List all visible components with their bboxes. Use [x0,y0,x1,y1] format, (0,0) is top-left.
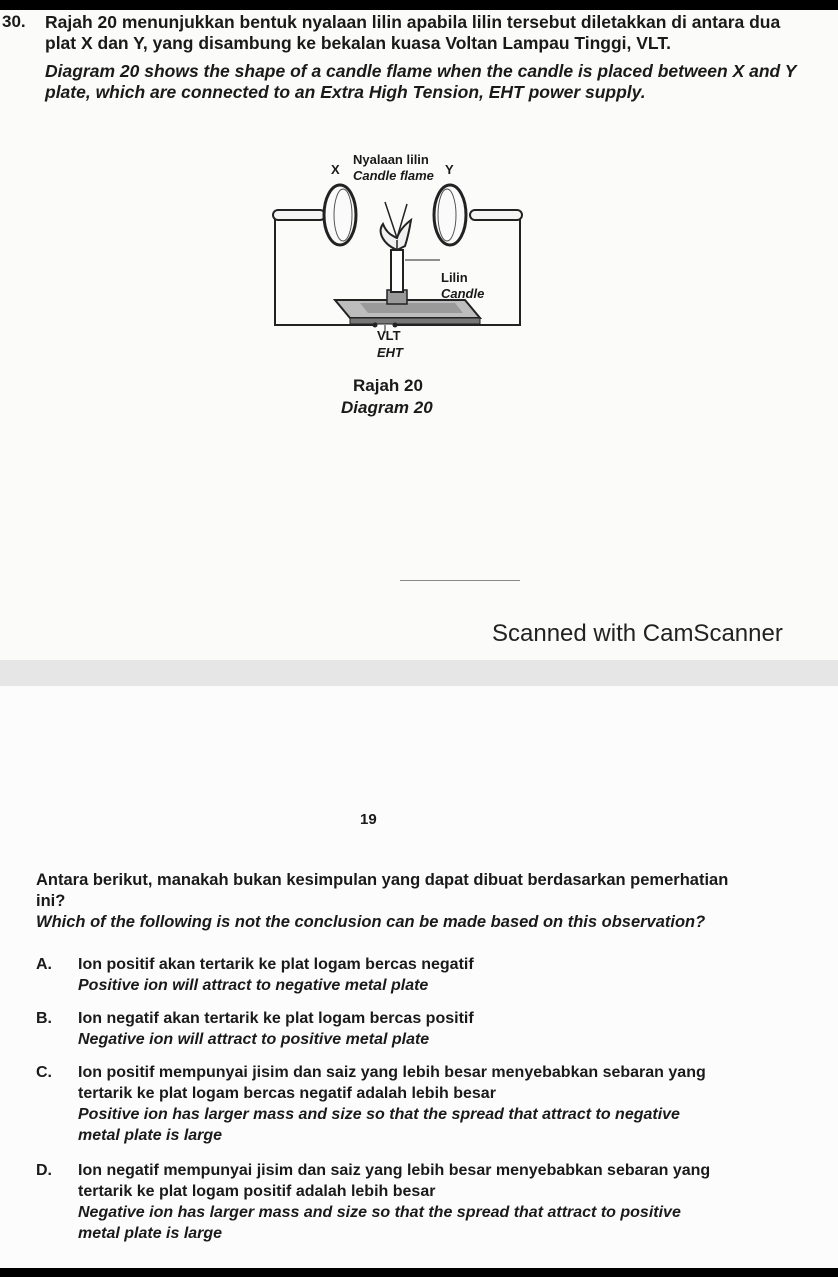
caption-english: Diagram 20 [341,398,433,417]
option-d [36,1160,726,1244]
option-text-en: Positive ion has larger mass and size so that the spread that attract to negative metal plate is large [78,1106,680,1144]
scanned-page-top [0,10,838,660]
option-letter: B. [36,1010,52,1027]
caption-malay: Rajah 20 [353,376,423,395]
option-b [36,1008,726,1050]
plate-y [434,185,466,245]
label-eht: EHT [377,345,403,360]
option-text-en: Positive ion will attract to negative metal plate [78,977,429,994]
option-a [36,954,726,996]
question-malay: Antara berikut, manakah bukan kesimpulan yang dapat dibuat berdasarkan pemerhatian ini? [36,871,729,910]
label-x: X [331,162,340,177]
label-candle-ms: Lilin [441,270,468,285]
option-text-ms: Ion positif akan tertarik ke plat logam bercas negatif [78,956,474,973]
label-flame-en: Candle flame [353,168,434,183]
label-y: Y [445,162,454,177]
intro-english: Diagram 20 shows the shape of a candle flame when the candle is placed between X and Y plate, which are connected to an Extra High Tension, EHT power supply. [45,61,797,102]
scan-divider-line [400,580,520,581]
option-text-ms: Ion negatif akan tertarik ke plat logam bercas positif [78,1010,474,1027]
option-text-ms: Ion negatif mempunyai jisim dan saiz yang lebih besar menyebabkan sebaran yang tertarik ke plat logam positif adalah lebih besar [78,1162,711,1200]
question-number: 30. [2,12,26,31]
option-text-ms: Ion positif mempunyai jisim dan saiz yang lebih besar menyebabkan sebaran yang tertarik ke plat logam bercas negatif adalah lebih besar [78,1064,706,1102]
label-flame-ms: Nyalaan lilin [353,152,429,167]
option-text-en: Negative ion has larger mass and size so that the spread that attract to positive metal plate is large [78,1204,681,1242]
option-c [36,1062,726,1146]
page-number: 19 [360,811,377,828]
scanned-page-bottom [0,686,838,1268]
option-text-en: Negative ion will attract to positive metal plate [78,1031,430,1048]
question-english: Which of the following is not the conclusion can be made based on this observation? [36,913,706,931]
page-gap [0,660,838,686]
candle-flame-diagram [265,140,545,430]
bottom-black-bar [0,1268,838,1277]
top-black-bar [0,0,838,10]
option-letter: D. [36,1162,52,1179]
camscanner-watermark: Scanned with CamScanner [492,620,783,647]
option-letter: C. [36,1064,52,1081]
label-vlt: VLT [377,328,401,343]
label-candle-en: Candle [441,286,485,301]
candle [391,250,403,292]
option-letter: A. [36,956,52,973]
intro-malay: Rajah 20 menunjukkan bentuk nyalaan lilin apabila lilin tersebut diletakkan di antara dua plat X dan Y, yang disambung ke bekalan kuasa Voltan Lampau Tinggi, VLT. [45,12,781,53]
plate-x [324,185,356,245]
